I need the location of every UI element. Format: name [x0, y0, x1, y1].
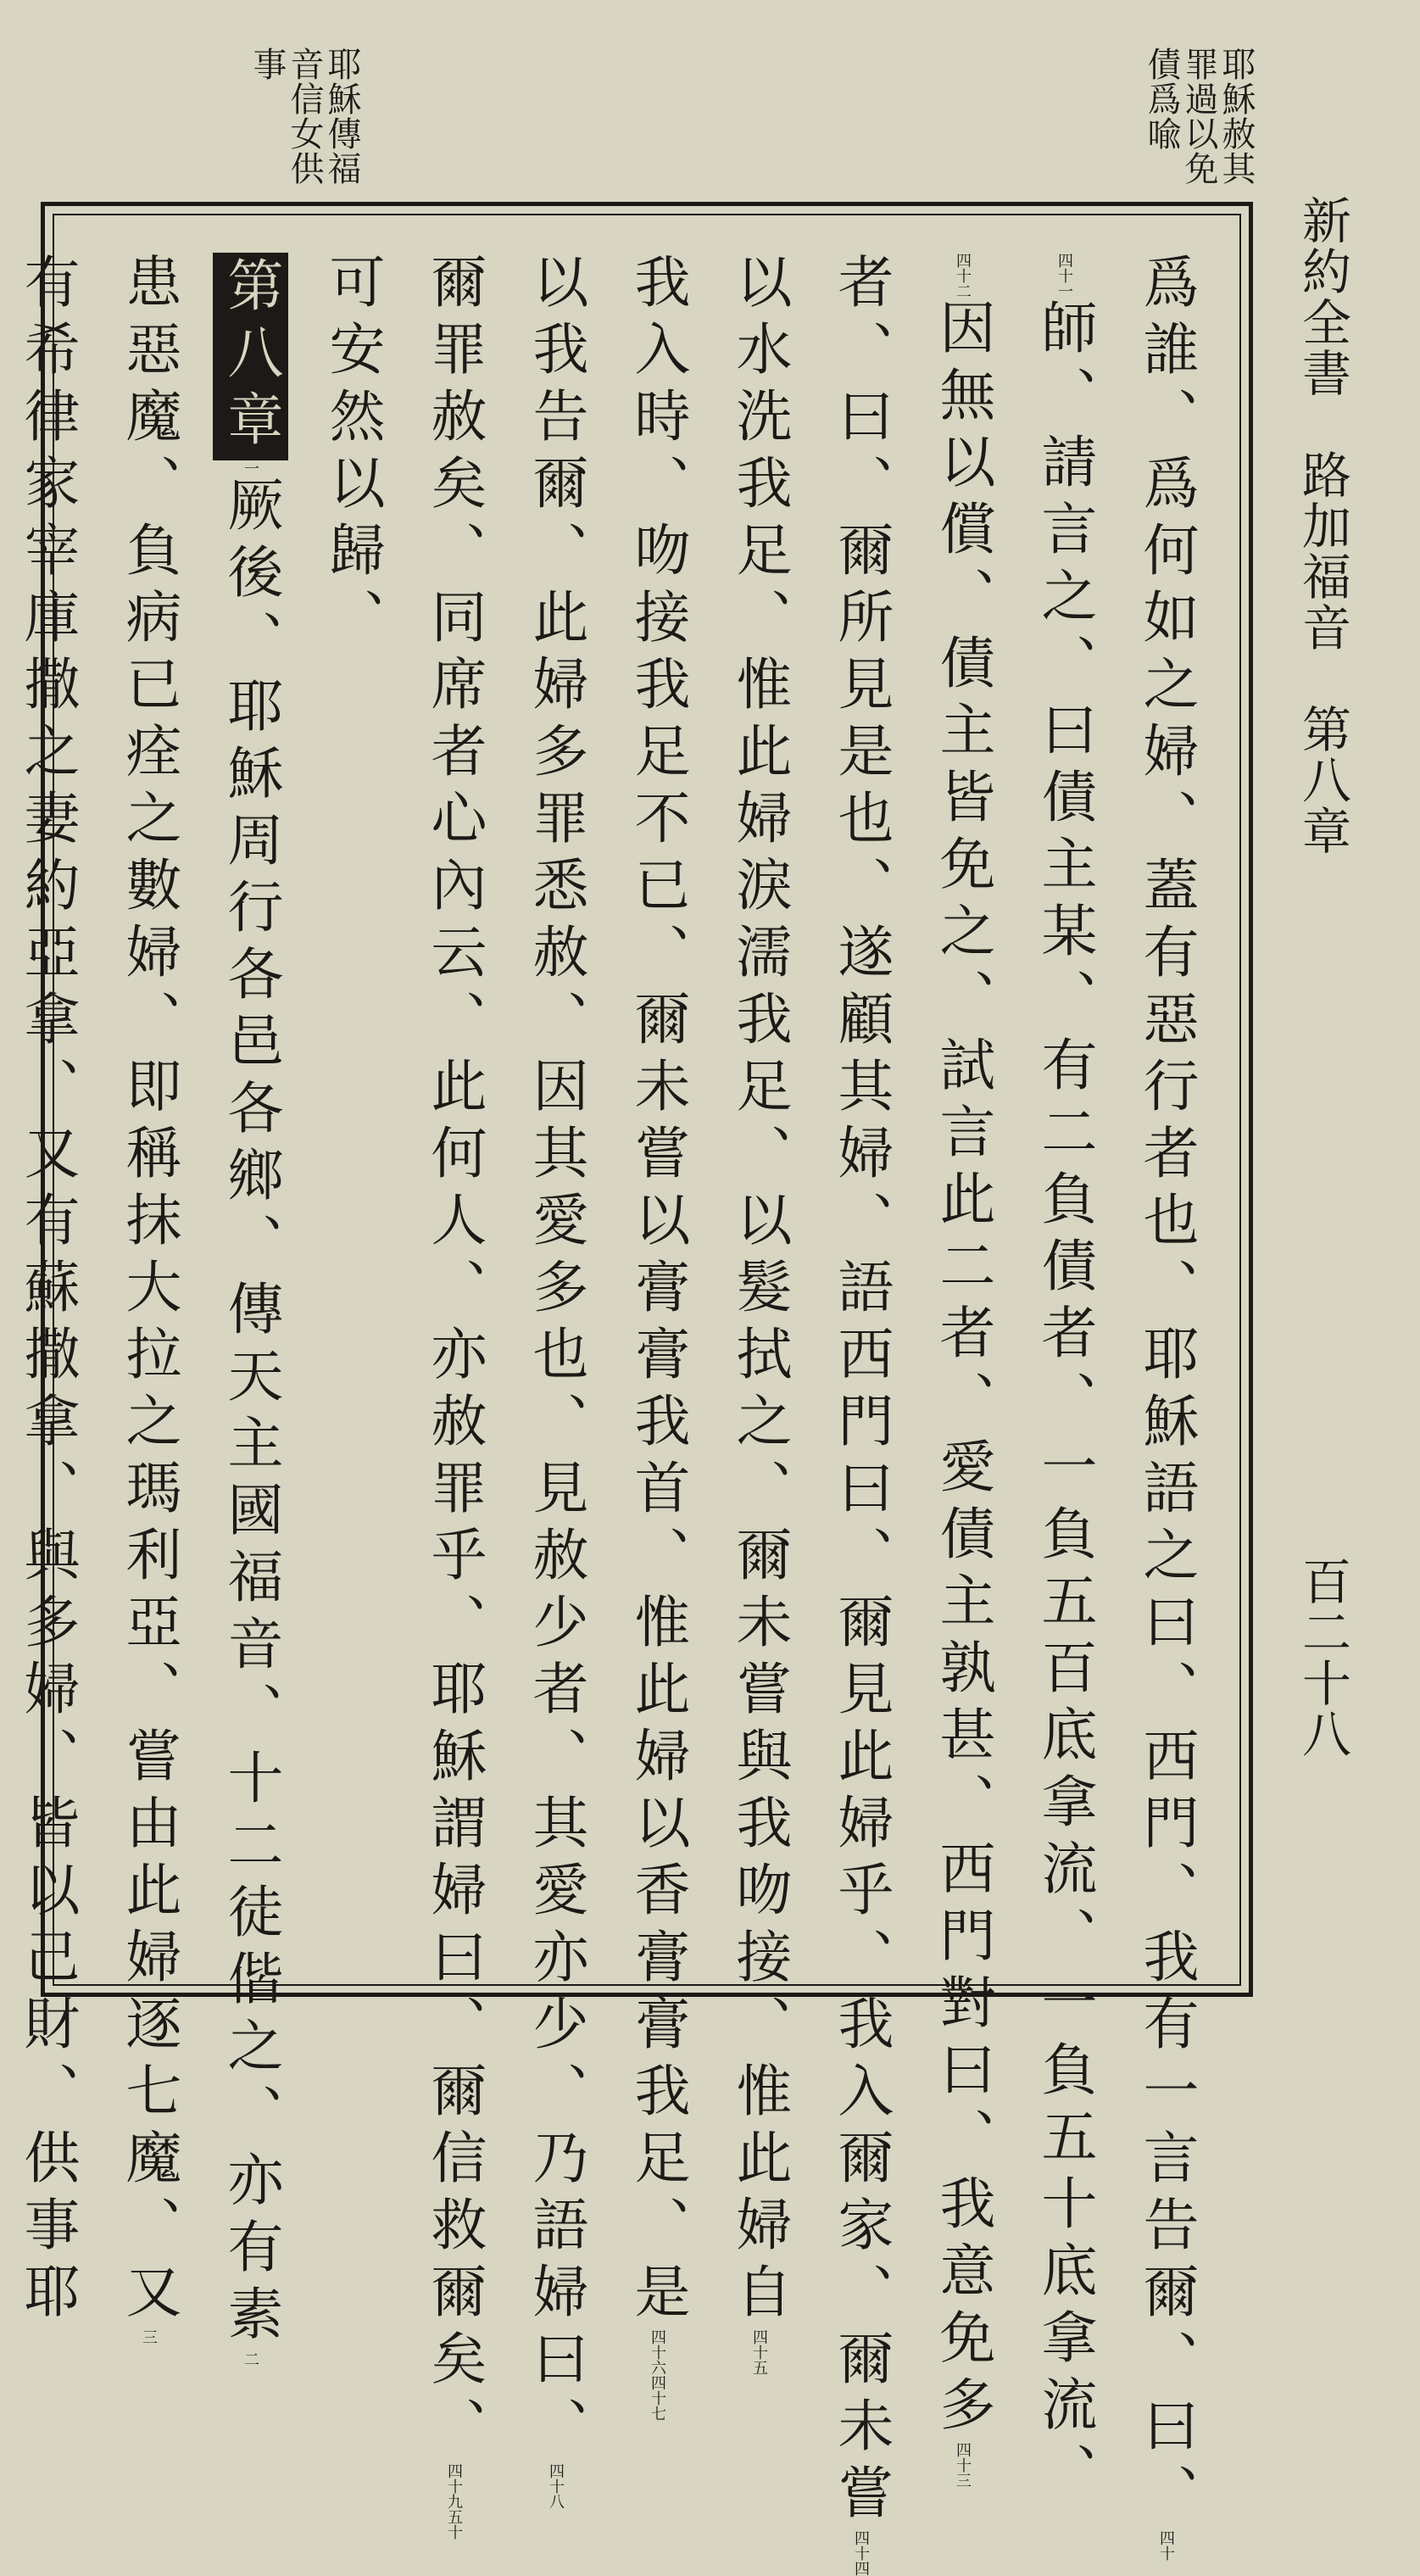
- verse-number: 四十八: [547, 2463, 565, 2509]
- running-title: 新約全書 路加福音 第八章: [1294, 195, 1351, 856]
- text-column-3: [911, 253, 1013, 2488]
- text-column-11: [97, 253, 199, 2345]
- text-column-7: [504, 253, 606, 2509]
- column-text: 爾罪赦矣、同席者心內云、此何人、亦赦罪乎、耶穌謂婦曰、爾信救爾矣、: [421, 253, 487, 2463]
- text-column-8: [403, 253, 504, 2540]
- marginal-note-left: 耶穌傳福音信女供事: [248, 47, 361, 186]
- text-column-9: [301, 253, 403, 1965]
- column-text: 爲誰、爲何如之婦、蓋有惡行者也、耶穌語之曰、西門、我有一言告爾、曰、: [1133, 253, 1199, 2530]
- verse-number: 四十五: [750, 2329, 768, 2375]
- column-text: 厥後、耶穌周行各邑各鄉、傳天主國福音、十二徒偕之、亦有素: [218, 476, 283, 2351]
- verse-number: 二: [242, 2351, 259, 2367]
- verse-number: 四十四: [852, 2530, 870, 2576]
- verse-number: 五十: [445, 2509, 463, 2540]
- scripture-text: [14, 253, 1217, 2576]
- verse-number: 一: [242, 460, 259, 476]
- text-column-1: [1115, 253, 1217, 2561]
- verse-number: 四十九: [445, 2463, 463, 2509]
- column-text: 師、請言之、曰債主某、有二負債者、一負五百底拿流、一負五十底拿流、: [1032, 298, 1097, 2509]
- text-column-6: [606, 253, 708, 2421]
- text-column-12: [0, 253, 97, 2329]
- column-text: 我入時、吻接我足不已、爾未嘗以膏膏我首、惟此婦以香膏膏我足、是: [625, 253, 690, 2329]
- verse-number: 四十三: [954, 2442, 972, 2488]
- column-text: 患惡魔、負病已痊之數婦、即稱抹大拉之瑪利亞、嘗由此婦逐七魔、又: [116, 253, 181, 2329]
- column-text: 有希律家宰庫撒之妻約亞拿、又有蘇撒拿、與多婦、皆以己財、供事耶: [14, 253, 80, 2329]
- verse-number: 三: [140, 2329, 158, 2345]
- column-text: 可安然以歸、: [320, 253, 385, 655]
- text-column-5: [708, 253, 810, 2375]
- verse-number: 四十七: [649, 2375, 666, 2421]
- verse-number: 四十: [1157, 2530, 1175, 2561]
- column-text: 以水洗我足、惟此婦淚濡我足、以髮拭之、爾未嘗與我吻接、惟此婦自: [727, 253, 792, 2329]
- verse-number: 四十六: [649, 2329, 666, 2375]
- column-text: 因無以償、債主皆免之、試言此二者、愛債主孰甚、西門對曰、我意免多: [930, 298, 995, 2442]
- marginal-note-right: 耶穌赦其罪過以免債爲喩: [1142, 47, 1256, 186]
- text-column-2: [1013, 253, 1115, 2509]
- verse-number: 四十二: [954, 253, 972, 298]
- page-number: 百二十八: [1294, 1556, 1351, 1759]
- chapter-heading: 第八章: [213, 253, 288, 460]
- text-column-4: [810, 253, 911, 2576]
- column-text: 以我告爾、此婦多罪悉赦、因其愛多也、見赦少者、其愛亦少、乃語婦曰、: [523, 253, 588, 2463]
- verse-number: 四十一: [1055, 253, 1073, 298]
- column-text: 者、曰、爾所見是也、遂顧其婦、語西門曰、爾見此婦乎、我入爾家、爾未嘗: [828, 253, 894, 2530]
- text-column-10: [199, 253, 301, 2367]
